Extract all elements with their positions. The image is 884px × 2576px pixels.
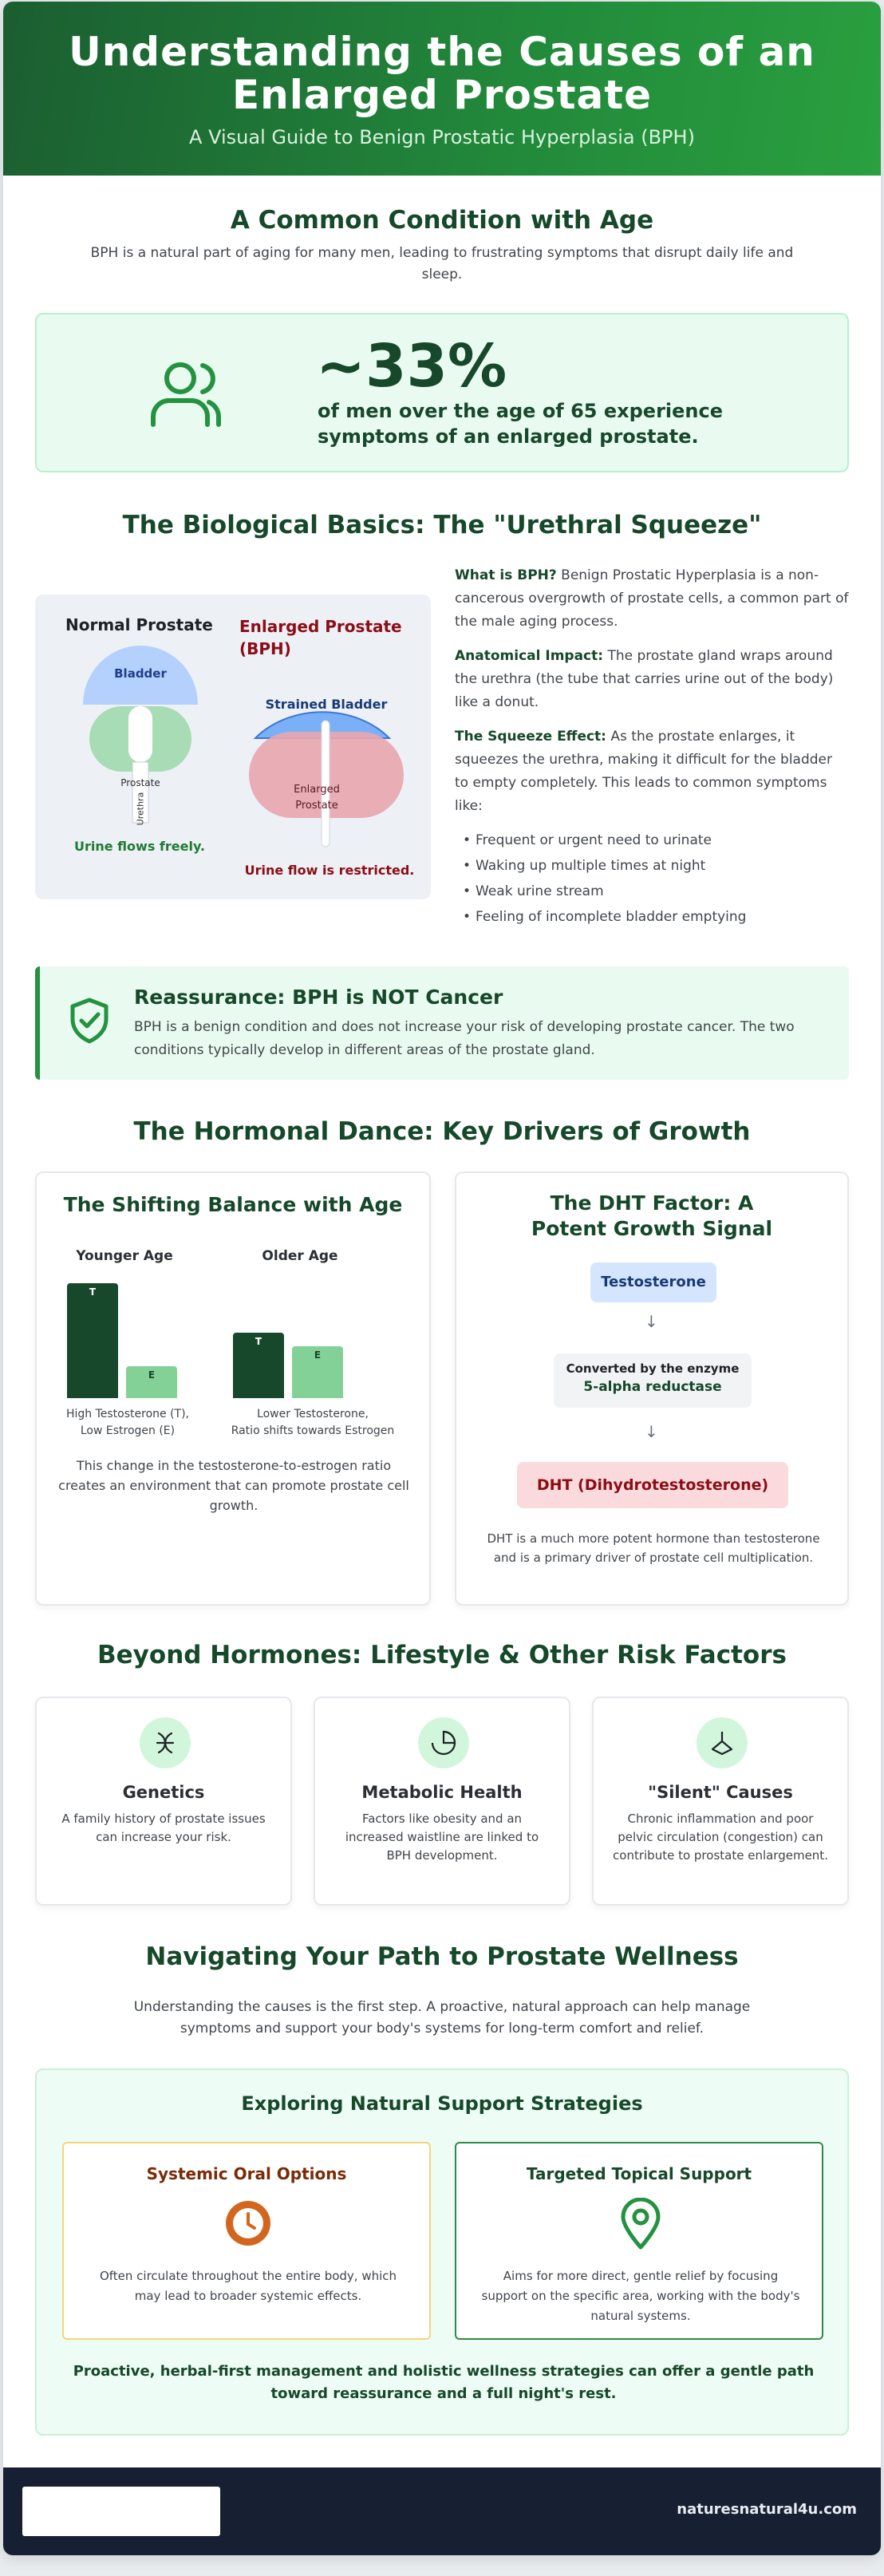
impact-text: The prostate gland wraps around the urethra (the tube that carries urine out of the body) like a donut. xyxy=(455,648,834,710)
bar-label-t: T xyxy=(255,1335,262,1347)
dht-title: The DHT Factor: A Potent Growth Signal xyxy=(531,1191,773,1240)
support-title: Exploring Natural Support Strategies xyxy=(241,2092,643,2115)
squeeze-text: As the prostate enlarges, it squeezes the urethra, making it difficult for the bladder to empty completely. This leads to common symptoms like: xyxy=(455,729,833,814)
closing-statement: Proactive, herbal-first management and holistic wellness strategies can offer a gentle path toward reassurance and a full night's rest. xyxy=(73,2363,815,2402)
page-title: Understanding the Causes of an Enlarged Prostate xyxy=(69,29,815,118)
what-label: What is BPH? xyxy=(455,567,557,583)
bar-label-t: T xyxy=(89,1286,97,1298)
anatomical-impact xyxy=(455,645,849,714)
hero-header xyxy=(3,2,881,176)
prostate-diagram xyxy=(35,595,431,899)
urethra-label: Urethra xyxy=(135,792,146,826)
bph-explanation xyxy=(455,564,849,931)
arrow-down-icon: ↓ xyxy=(645,1422,658,1441)
topical-text: Aims for more direct, gentle relief by focusing support on the specific area, working with the body's natural systems. xyxy=(481,2269,800,2323)
dna-icon xyxy=(140,1717,191,1768)
younger-estrogen-bar xyxy=(126,1366,177,1398)
younger-caption-line: Low Estrogen (E) xyxy=(80,1424,176,1437)
balance-card xyxy=(35,1171,431,1606)
stat-box xyxy=(35,313,849,472)
users-icon xyxy=(148,359,228,431)
strained-bladder-label: Strained Bladder xyxy=(265,697,388,712)
page-subtitle: A Visual Guide to Benign Prostatic Hyperplasia (BPH) xyxy=(189,126,695,148)
older-estrogen-bar xyxy=(292,1346,343,1398)
support-panel xyxy=(35,2068,849,2436)
enzyme-name: 5-alpha reductase xyxy=(583,1379,722,1395)
symptom-item: • Weak urine stream xyxy=(455,880,849,903)
reassurance-text: BPH is a benign condition and does not increase your risk of developing prostate cancer. The two conditions typically develop in different areas of the prostate gland. xyxy=(134,1019,795,1058)
arrow-down-icon: ↓ xyxy=(645,1312,658,1331)
map-pin-icon xyxy=(618,2198,663,2250)
risk-card-title: Genetics xyxy=(122,1783,205,1802)
risk-card-metabolic xyxy=(314,1697,570,1906)
topical-support-box xyxy=(455,2142,823,2340)
topical-title: Targeted Topical Support xyxy=(526,2164,752,2183)
hormones-title: The Hormonal Dance: Key Drivers of Growth xyxy=(133,1117,751,1146)
testosterone-box: Testosterone xyxy=(590,1262,716,1302)
what-is-bph xyxy=(455,564,849,634)
enlarged-prostate-inner-label: Enlarged Prostate xyxy=(294,784,340,812)
enzyme-box xyxy=(554,1353,752,1408)
wellness-title: Navigating Your Path to Prostate Wellness xyxy=(145,1942,739,1971)
normal-urethra-opening xyxy=(128,706,152,762)
risk-card-text: A family history of prostate issues can increase your risk. xyxy=(61,1811,266,1844)
flask-icon xyxy=(697,1717,748,1768)
balance-title: The Shifting Balance with Age xyxy=(63,1193,403,1216)
stat-text: of men over the age of 65 experience symptoms of an enlarged prostate. xyxy=(318,400,723,448)
oral-title: Systemic Oral Options xyxy=(146,2164,347,2183)
what-text: Benign Prostatic Hyperplasia is a non-cancerous overgrowth of prostate cells, a common part of the male aging process. xyxy=(455,567,849,630)
shield-check-icon xyxy=(69,997,110,1045)
dht-card xyxy=(455,1171,849,1606)
risk-card-title: Metabolic Health xyxy=(361,1783,523,1802)
balance-text: This change in the testosterone-to-estrogen ratio creates an environment that can promote prostate cell growth. xyxy=(58,1458,409,1513)
stat-value: ~33% xyxy=(316,332,507,401)
older-caption-line: Ratio shifts towards Estrogen xyxy=(231,1424,395,1437)
squeeze-label: The Squeeze Effect: xyxy=(455,729,606,745)
wellness-lead: Understanding the causes is the first step. A proactive, natural approach can help manage symptoms and support your body's systems for long-term comfort and relief. xyxy=(133,1999,751,2037)
common-title: A Common Condition with Age xyxy=(230,206,654,235)
enlarged-prostate-label: Enlarged Prostate (BPH) xyxy=(239,617,402,658)
symptom-item: • Feeling of incomplete bladder emptying xyxy=(455,906,849,929)
older-label: Older Age xyxy=(262,1248,338,1264)
symptom-item: • Waking up multiple times at night xyxy=(455,855,849,878)
oral-options-box xyxy=(62,2142,431,2340)
older-testosterone-bar xyxy=(233,1333,284,1398)
younger-caption xyxy=(48,1406,207,1440)
risk-card-title: "Silent" Causes xyxy=(648,1783,793,1802)
reassurance-callout xyxy=(35,966,849,1080)
enlarged-caption: Urine flow is restricted. xyxy=(244,863,415,878)
risk-card-silent xyxy=(592,1697,849,1906)
younger-caption-line: High Testosterone (T), xyxy=(65,1408,190,1420)
normal-caption: Urine flows freely. xyxy=(74,839,205,854)
impact-label: Anatomical Impact: xyxy=(455,648,604,664)
footer xyxy=(3,2467,881,2555)
converted-text: Converted by the enzyme xyxy=(566,1361,740,1376)
footer-logo xyxy=(22,2487,220,2536)
lifestyle-title: Beyond Hormones: Lifestyle & Other Risk Factors xyxy=(97,1641,787,1669)
bladder-label: Bladder xyxy=(114,666,167,681)
prostate-label: Prostate xyxy=(120,777,160,788)
dht-box: DHT (Dihydrotestosterone) xyxy=(517,1462,788,1508)
younger-testosterone-bar xyxy=(67,1283,118,1398)
symptom-list xyxy=(455,829,849,929)
older-caption-line: Lower Testosterone, xyxy=(257,1408,369,1420)
oral-text: Often circulate throughout the entire body, which may lead to broader systemic effects. xyxy=(99,2269,397,2303)
bar-label-e: E xyxy=(314,1349,322,1361)
reassurance-title: Reassurance: BPH is NOT Cancer xyxy=(134,986,503,1009)
pie-chart-icon xyxy=(418,1717,469,1768)
risk-card-text: Chronic inflammation and poor pelvic circulation (congestion) can contribute to prostate enlargement. xyxy=(613,1811,828,1863)
clock-icon xyxy=(224,2199,272,2247)
footer-site-link[interactable]: naturesnatural4u.com xyxy=(677,2501,857,2518)
normal-prostate-label: Normal Prostate xyxy=(65,615,213,634)
dht-text: DHT is a much more potent hormone than testosterone and is a primary driver of prostate cell multiplication. xyxy=(487,1531,820,1565)
older-caption xyxy=(217,1406,408,1440)
bar-label-e: E xyxy=(148,1369,156,1381)
squeeze-effect xyxy=(455,725,849,818)
common-lead: BPH is a natural part of aging for many men, leading to frustrating symptoms that disrupt daily life and sleep. xyxy=(90,245,794,282)
basics-title: The Biological Basics: The "Urethral Squeeze" xyxy=(122,511,762,539)
infographic-page xyxy=(3,2,881,2555)
risk-card-text: Factors like obesity and an increased waistline are linked to BPH development. xyxy=(345,1811,539,1863)
younger-label: Younger Age xyxy=(76,1248,173,1264)
symptom-item: • Frequent or urgent need to urinate xyxy=(455,829,849,852)
risk-card-genetics xyxy=(35,1697,292,1906)
